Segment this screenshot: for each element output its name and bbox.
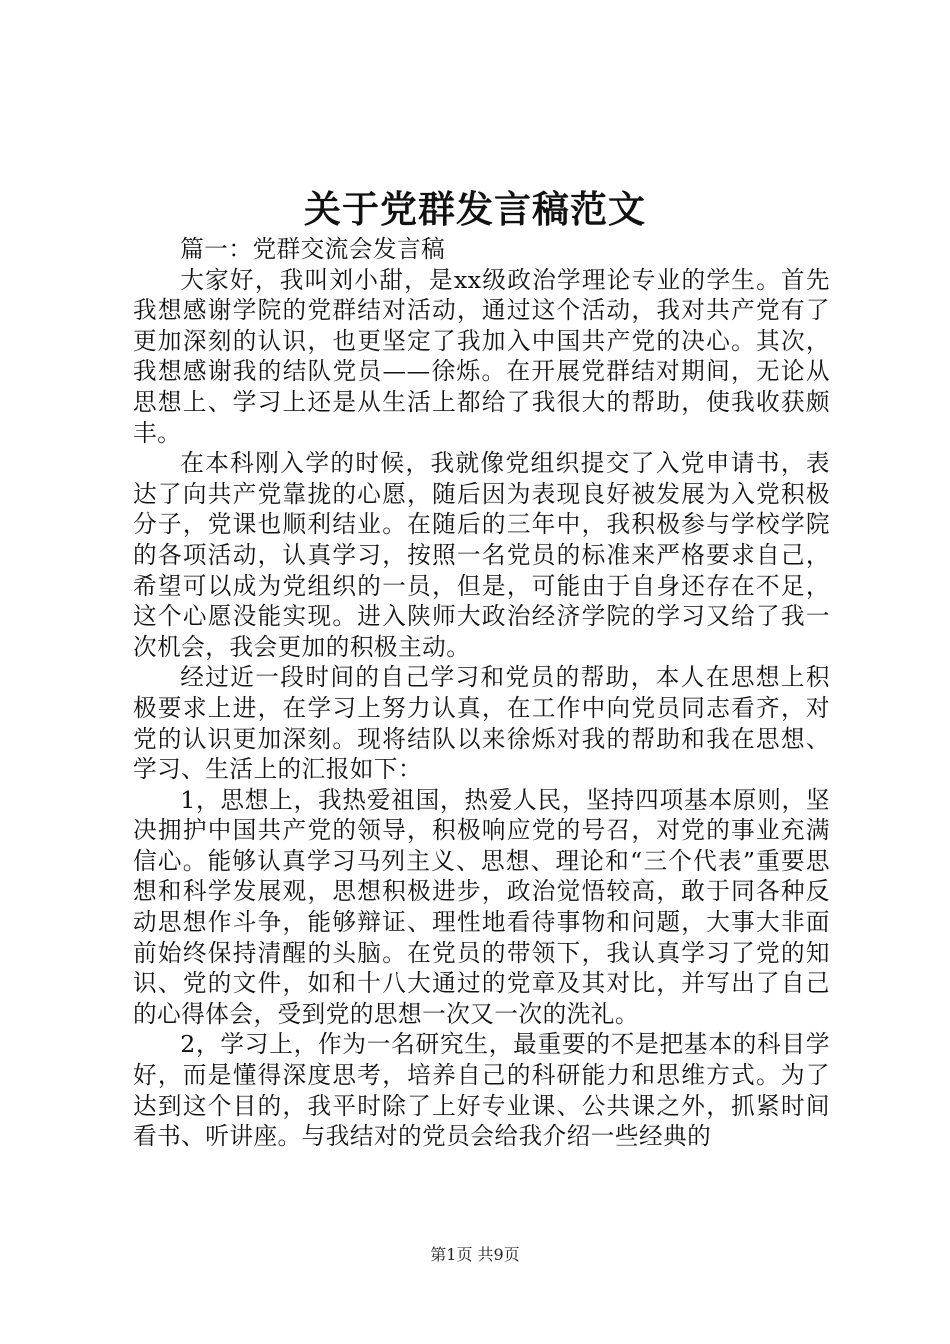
paragraph: 2，学习上，作为一名研究生，最重要的不是把基本的科目学好，而是懂得深度思考，培养自己的科研能力和思维方式。为了达到这个目的，我平时除了上好专业课、公共课之外，抓紧时间看书、听讲座。与我结对的党员会给我介绍一些经典的 [133, 1030, 830, 1151]
paragraph: 在本科刚入学的时候，我就像党组织提交了入党申请书，表达了向共产党靠拢的心愿，随后因为表现良好被发展为入党积极分子，党课也顺利结业。在随后的三年中，我积极参与学校学院的各项活动，认真学习，按照一名党员的标准来严格要求自己，希望可以成为党组织的一员，但是，可能由于自身还存在不足，这个心愿没能实现。进入陕师大政治经济学院的学习又给了我一次机会，我会更加的积极主动。 [133, 449, 830, 661]
section-heading: 篇一：党群交流会发言稿 [180, 235, 446, 263]
document-body [133, 234, 830, 1152]
paragraph: 1，思想上，我热爱祖国，热爱人民，坚持四项基本原则，坚决拥护中国共产党的领导，积极响应党的号召，对党的事业充满信心。能够认真学习马列主义、思想、理论和“三个代表”重要思想和科学发展观，思想积极进步，政治觉悟较高，敢于同各种反动思想作斗争，能够辩证、理性地看待事物和问题，大事大非面前始终保持清醒的头脑。在党员的带领下，我认真学习了党的知识、党的文件，如和十八大通过的党章及其对比，并写出了自己的心得体会，受到党的思想一次又一次的洗礼。 [133, 785, 830, 1028]
page-number-footer: 第1页 共9页 [430, 1245, 520, 1264]
document-title: 关于党群发言稿范文 [304, 187, 646, 231]
paragraph: 经过近一段时间的自己学习和党员的帮助，本人在思想上积极要求上进，在学习上努力认真，在工作中向党员同志看齐，对党的认识更加深刻。现将结队以来徐烁对我的帮助和我在思想、学习、生活上的汇报如下： [133, 663, 830, 784]
paragraph: 大家好，我叫刘小甜，是xx级政治学理论专业的学生。首先我想感谢学院的党群结对活动，通过这个活动，我对共产党有了更加深刻的认识，也更坚定了我加入中国共产党的决心。其次，我想感谢我的结队党员——徐烁。在开展党群结对期间，无论从思想上、学习上还是从生活上都给了我很大的帮助，使我收获颇丰。 [133, 265, 830, 447]
